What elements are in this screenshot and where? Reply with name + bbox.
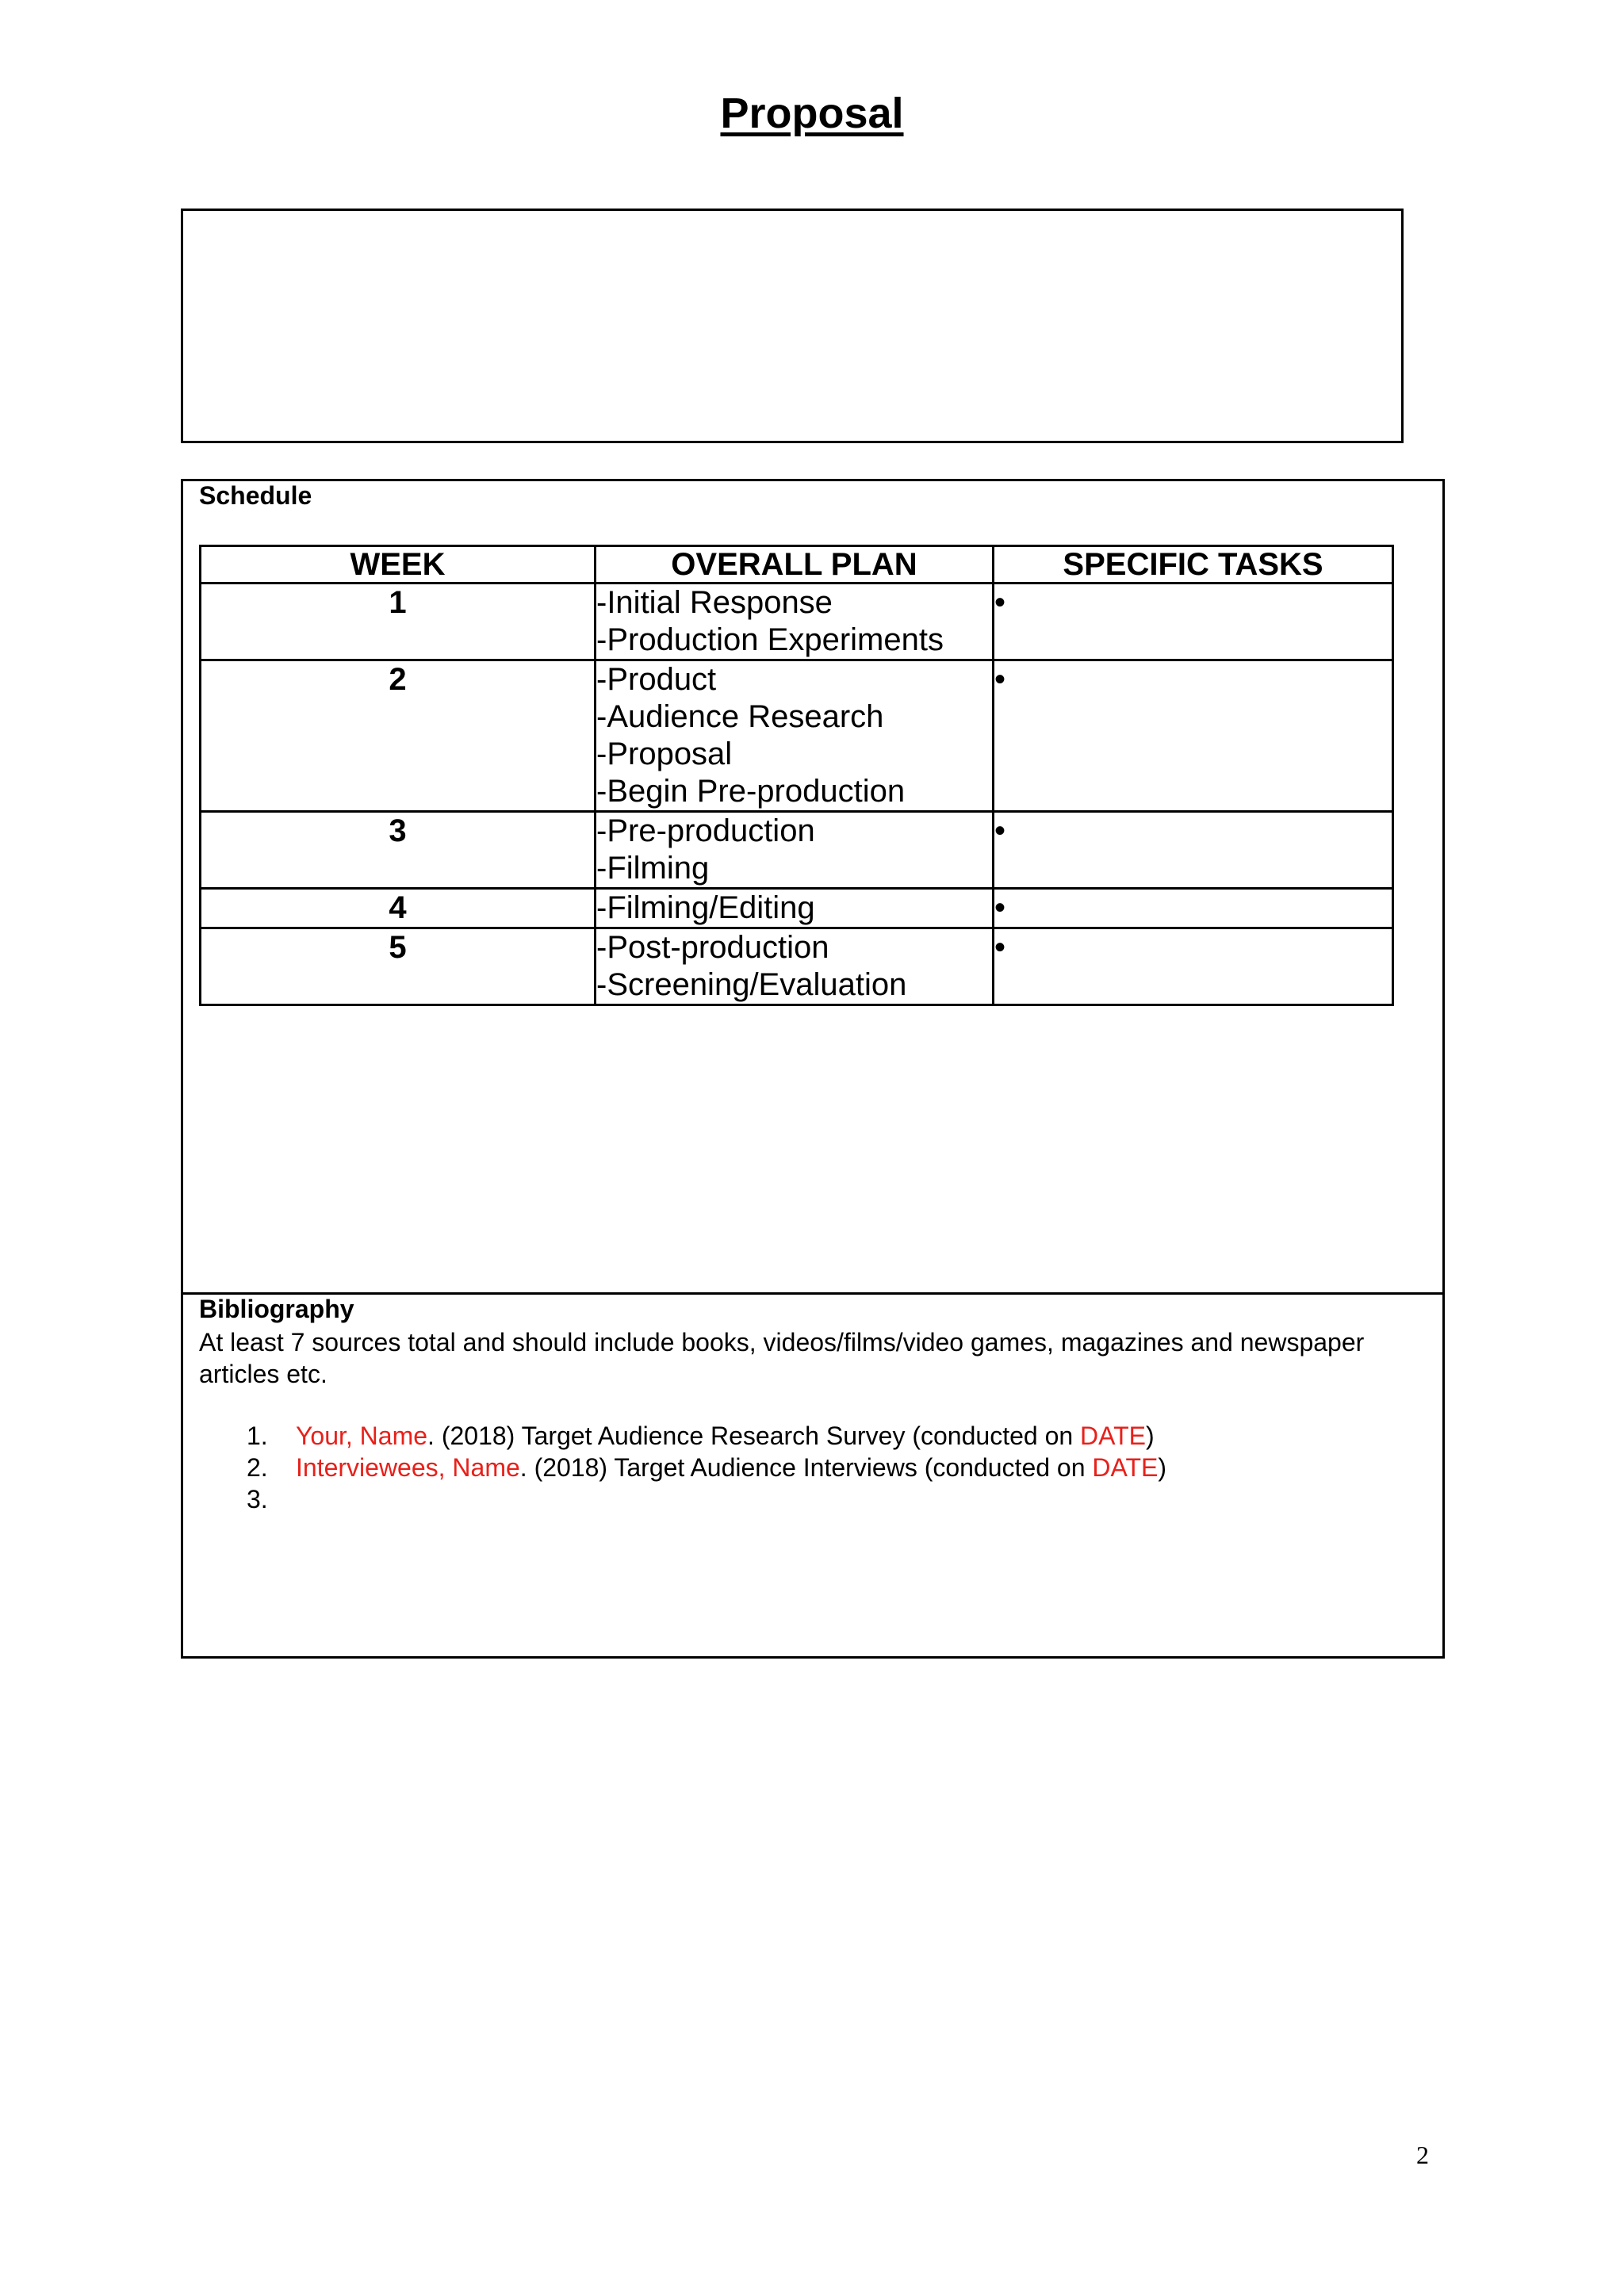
specific-tasks-cell[interactable]: [994, 584, 1393, 660]
citation-author-placeholder: Interviewees, Name: [296, 1453, 520, 1482]
plan-item: -Pre-production: [596, 813, 815, 848]
plan-item: -Production Experiments: [596, 622, 944, 657]
table-row: [201, 928, 1393, 1005]
week-number: 3: [201, 812, 596, 889]
specific-tasks-cell[interactable]: [994, 889, 1393, 928]
list-number: 1.: [247, 1422, 268, 1450]
list-number: 2.: [247, 1453, 268, 1482]
section-divider: [183, 1292, 1442, 1295]
plan-item: -Initial Response: [596, 585, 833, 620]
bullet-icon: •: [994, 890, 1006, 925]
empty-text-box[interactable]: [181, 209, 1404, 443]
week-number: 5: [201, 928, 596, 1005]
list-number: 3.: [247, 1485, 268, 1513]
citation-author-placeholder: Your, Name: [296, 1422, 428, 1450]
specific-tasks-cell[interactable]: [994, 812, 1393, 889]
plan-item: -Product: [596, 662, 717, 697]
table-row: [201, 812, 1393, 889]
specific-tasks-cell[interactable]: [994, 928, 1393, 1005]
bibliography-label: Bibliography: [199, 1295, 354, 1323]
header-overall-plan: OVERALL PLAN: [596, 546, 994, 584]
plan-item: -Screening/Evaluation: [596, 967, 907, 1002]
overall-plan-cell[interactable]: [596, 660, 994, 812]
citation-date-placeholder: DATE: [1092, 1453, 1159, 1482]
plan-item: -Filming: [596, 851, 710, 886]
bullet-icon: •: [994, 930, 1006, 965]
schedule-label: Schedule: [199, 481, 312, 510]
schedule-bibliography-box: [181, 479, 1445, 1659]
page-number: 2: [1416, 2141, 1429, 2169]
header-specific-tasks: SPECIFIC TASKS: [994, 546, 1393, 584]
bullet-icon: •: [994, 813, 1006, 848]
schedule-table: [199, 545, 1394, 1006]
citation-body: . (2018) Target Audience Research Survey (conducted on: [427, 1422, 1081, 1450]
plan-item: -Post-production: [596, 930, 829, 965]
bibliography-description: At least 7 sources total and should include books, videos/films/video games, magazines and newspaper articles etc.: [199, 1328, 1365, 1388]
overall-plan-cell[interactable]: [596, 928, 994, 1005]
overall-plan-cell[interactable]: [596, 584, 994, 660]
week-number: 1: [201, 584, 596, 660]
header-week: WEEK: [201, 546, 596, 584]
page-title: Proposal: [720, 90, 904, 137]
bullet-icon: •: [994, 585, 1006, 620]
citation-close: ): [1158, 1453, 1167, 1482]
bullet-icon: •: [994, 662, 1006, 697]
plan-item: -Proposal: [596, 737, 733, 771]
citation-date-placeholder: DATE: [1080, 1422, 1147, 1450]
citation-body: . (2018) Target Audience Interviews (conducted on: [519, 1453, 1093, 1482]
week-number: 4: [201, 889, 596, 928]
overall-plan-cell[interactable]: [596, 889, 994, 928]
plan-item: -Begin Pre-production: [596, 774, 906, 809]
plan-item: -Filming/Editing: [596, 890, 815, 925]
table-row: [201, 889, 1393, 928]
specific-tasks-cell[interactable]: [994, 660, 1393, 812]
plan-item: -Audience Research: [596, 699, 884, 734]
citation-close: ): [1146, 1422, 1155, 1450]
table-row: [201, 584, 1393, 660]
overall-plan-cell[interactable]: [596, 812, 994, 889]
citation-text: [296, 1420, 1155, 1452]
week-number: 2: [201, 660, 596, 812]
citation-text: [296, 1452, 1166, 1483]
schedule-header-row: [201, 546, 1393, 584]
table-row: [201, 660, 1393, 812]
